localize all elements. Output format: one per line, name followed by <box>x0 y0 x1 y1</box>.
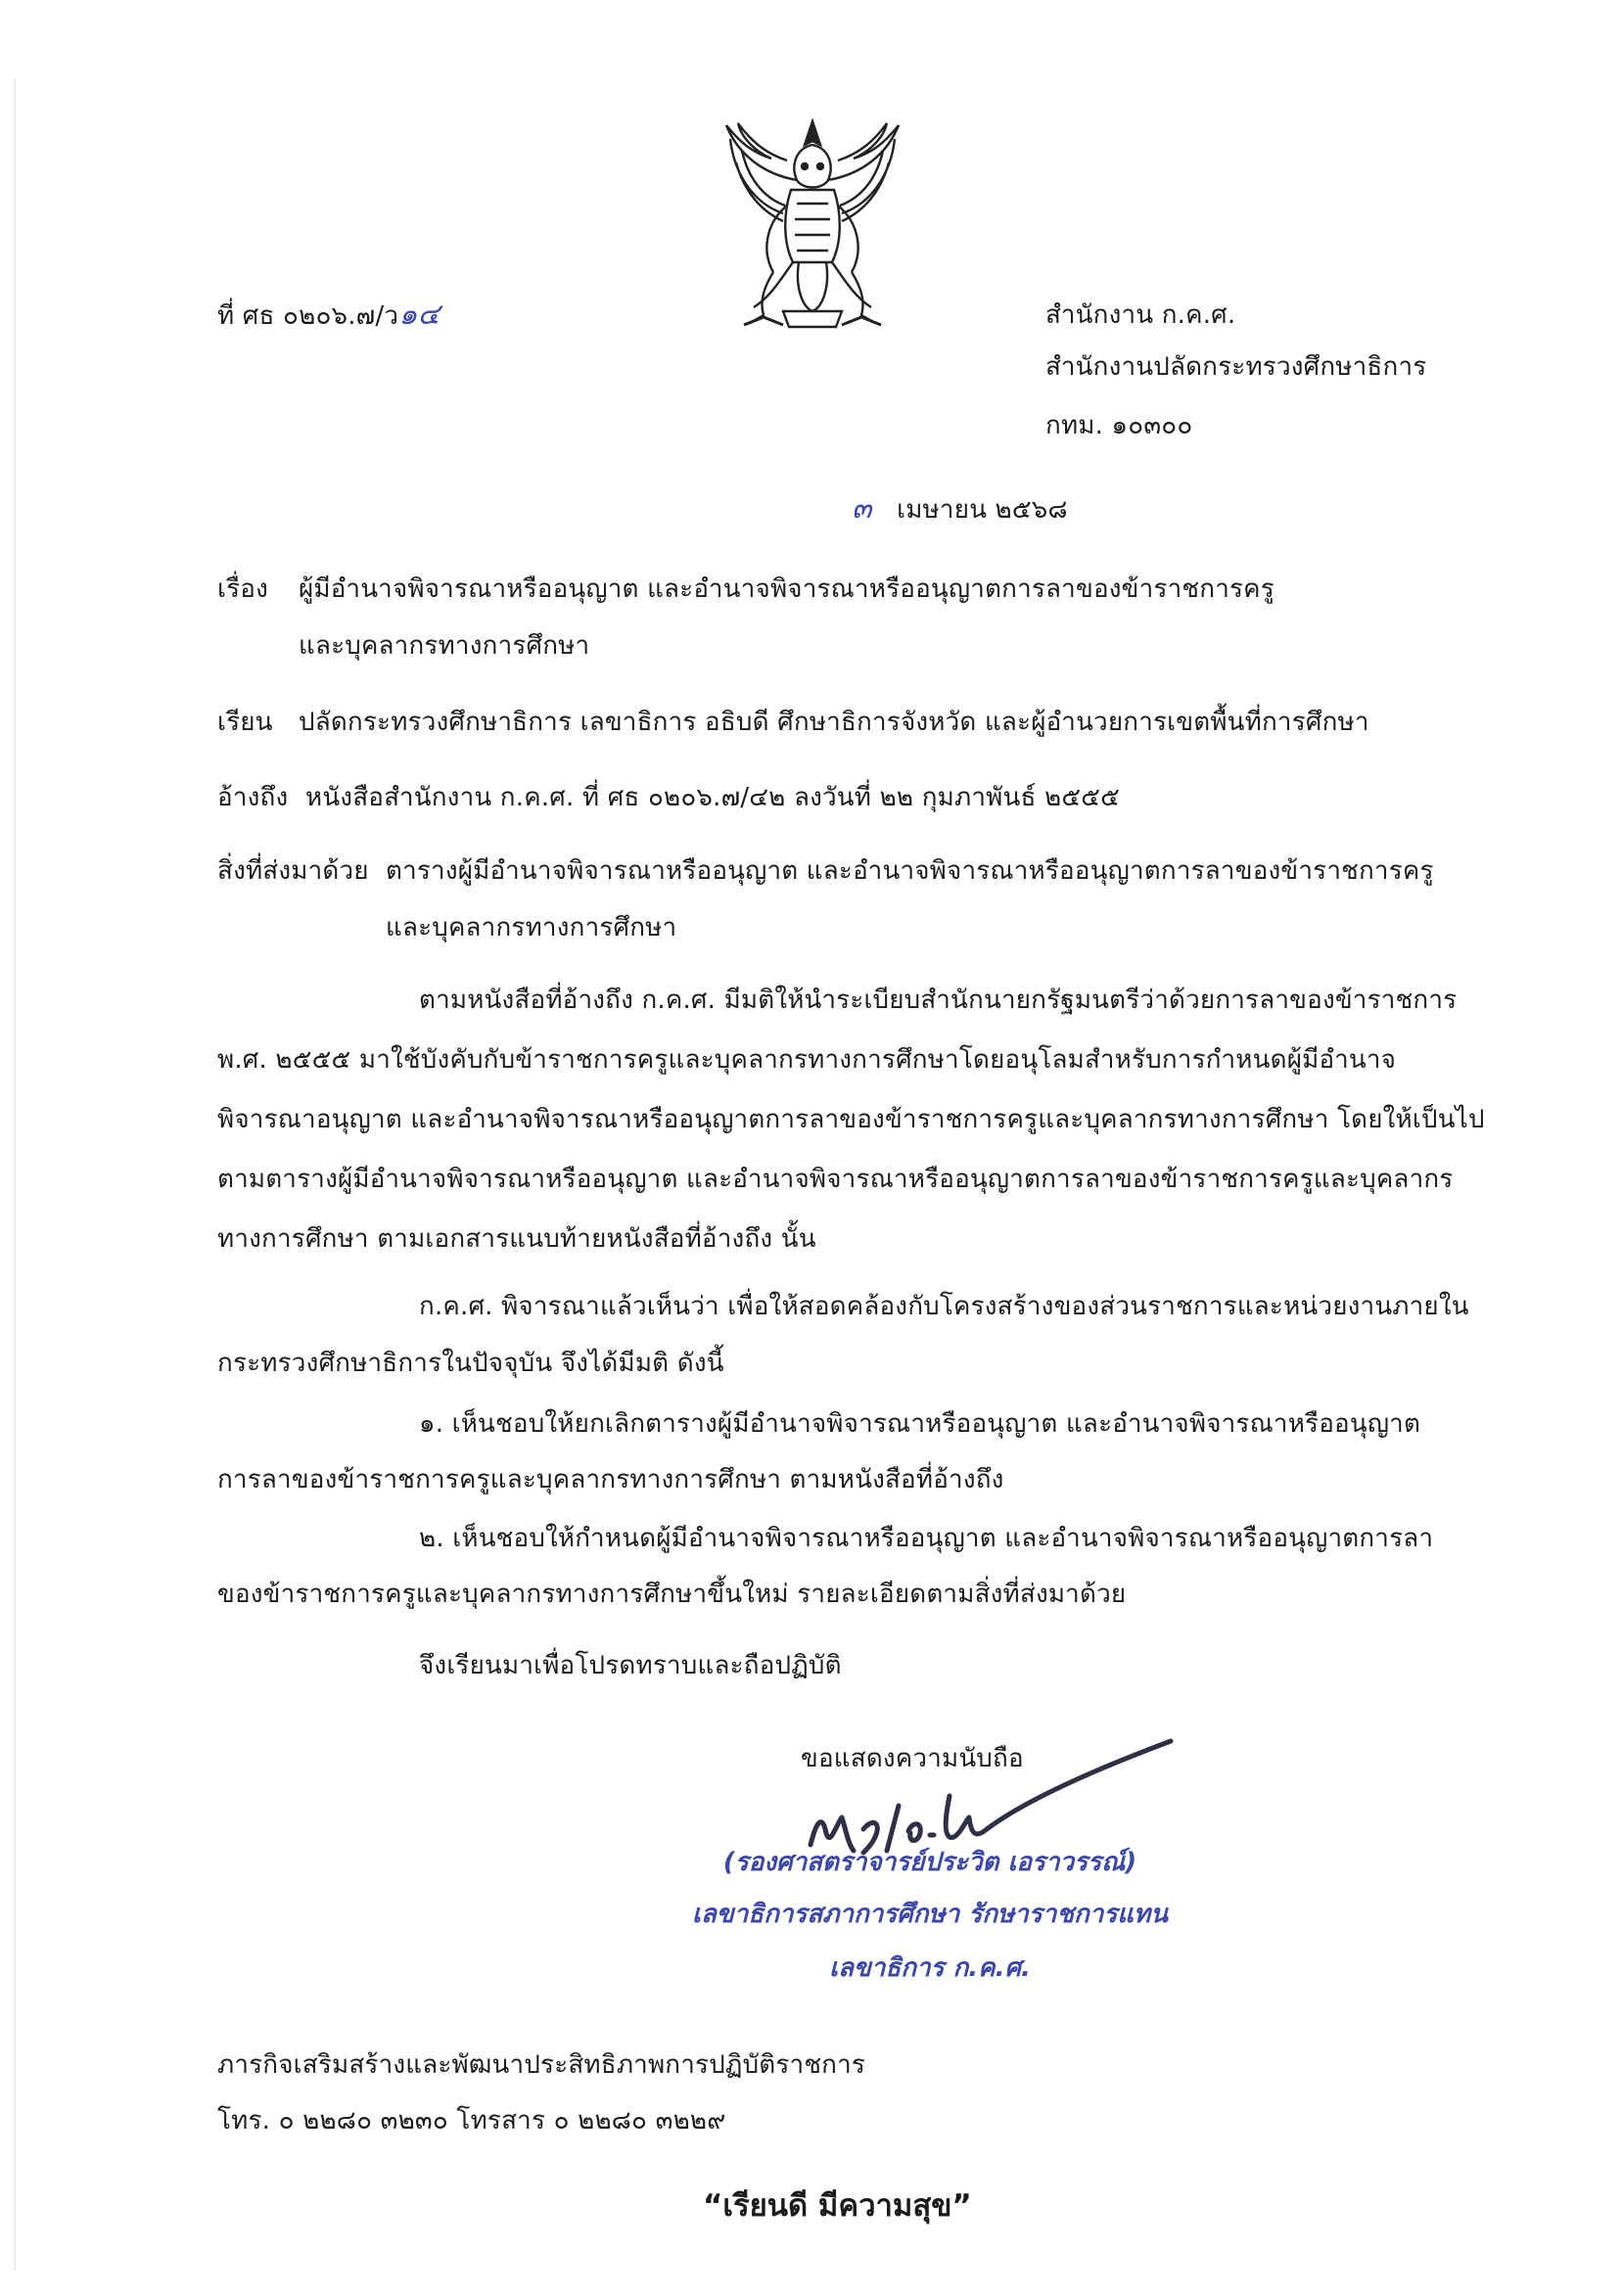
regards: ขอแสดงความนับถือ <box>801 1744 1024 1773</box>
to-label: เรียน <box>217 708 273 737</box>
motto: “เรียนดี มีความสุข” <box>703 2188 972 2224</box>
signatory-title-2: เลขาธิการ ก.ค.ศ. <box>829 1953 1031 1983</box>
signatory-name: (รองศาสตราจารย์ประวิต เอราวรรณ์) <box>722 1848 1137 1877</box>
ref-prefix: ที่ ศธ ๐๒๐๖.๗/ว <box>217 301 399 331</box>
paragraph-2-line-2: กระทรวงศึกษาธิการในปัจจุบัน จึงได้มีมติ ดังนี้ <box>217 1349 724 1378</box>
subject-line-2: และบุคลากรทางการศึกษา <box>299 631 590 661</box>
garuda-emblem-icon <box>715 115 910 343</box>
date-day-handwritten: ๓ <box>852 491 872 526</box>
footer-contact: โทร. ๐ ๒๒๘๐ ๓๒๓๐ โทรสาร ๐ ๒๒๘๐ ๓๒๒๙ <box>217 2106 726 2135</box>
paragraph-1-line-1: ตามหนังสือที่อ้างถึง ก.ค.ศ. มีมติให้นำระเบียบสำนักนายกรัฐมนตรีว่าด้วยการลาของข้าราชการ <box>419 986 1458 1015</box>
subject-line-1: ผู้มีอำนาจพิจารณาหรืออนุญาต และอำนาจพิจารณาหรืออนุญาตการลาของข้าราชการครู <box>299 574 1274 604</box>
office-line-3: กทม. ๑๐๓๐๐ <box>1045 411 1193 440</box>
reference-text: หนังสือสำนักงาน ก.ค.ศ. ที่ ศธ ๐๒๐๖.๗/๔๒ ลงวันที่ ๒๒ กุมภาพันธ์ ๒๕๕๕ <box>305 783 1120 812</box>
item-1-line-1: ๑. เห็นชอบให้ยกเลิกตารางผู้มีอำนาจพิจารณาหรืออนุญาต และอำนาจพิจารณาหรืออนุญาต <box>419 1409 1421 1439</box>
paragraph-1-line-2: พ.ศ. ๒๕๕๕ มาใช้บังคับกับข้าราชการครูและบุคลากรทางการศึกษาโดยอนุโลมสำหรับการกำหนดผู้มีอำนาจ <box>217 1045 1397 1075</box>
paragraph-1-line-4: ตามตารางผู้มีอำนาจพิจารณาหรืออนุญาต และอำนาจพิจารณาหรืออนุญาตการลาของข้าราชการครูและบุคลากร <box>217 1165 1454 1194</box>
paragraph-1-line-5: ทางการศึกษา ตามเอกสารแนบท้ายหนังสือที่อ้างถึง นั้น <box>217 1224 816 1254</box>
reference-label: อ้างถึง <box>217 783 289 812</box>
item-1-line-2: การลาของข้าราชการครูและบุคลากรทางการศึกษา ตามหนังสือที่อ้างถึง <box>217 1465 1004 1494</box>
paragraph-1-line-3: พิจารณาอนุญาต และอำนาจพิจารณาหรืออนุญาตการลาของข้าราชการครูและบุคลากรทางการศึกษา โดยให้เป็นไป <box>217 1105 1485 1134</box>
enclosure-line-1: ตารางผู้มีอำนาจพิจารณาหรืออนุญาต และอำนาจพิจารณาหรืออนุญาตการลาของข้าราชการครู <box>386 856 1434 886</box>
date-month-year: เมษายน ๒๕๖๘ <box>897 495 1068 525</box>
office-line-1: สำนักงาน ก.ค.ศ. <box>1045 300 1236 330</box>
item-2-line-2: ของข้าราชการครูและบุคลากรทางการศึกษาขึ้นใหม่ รายละเอียดตามสิ่งที่ส่งมาด้วย <box>217 1580 1127 1609</box>
ref-number-handwritten: ๑๔ <box>398 298 440 332</box>
office-line-2: สำนักงานปลัดกระทรวงศึกษาธิการ <box>1045 352 1427 382</box>
to-text: ปลัดกระทรวงศึกษาธิการ เลขาธิการ อธิบดี ศึกษาธิการจังหวัด และผู้อำนวยการเขตพื้นที่การศึกษา <box>299 708 1369 737</box>
enclosure-label: สิ่งที่ส่งมาด้วย <box>217 856 369 886</box>
closing-line: จึงเรียนมาเพื่อโปรดทราบและถือปฏิบัติ <box>419 1651 842 1680</box>
subject-label: เรื่อง <box>217 574 268 604</box>
document-date <box>852 489 1068 529</box>
reference-number <box>217 296 440 336</box>
footer-unit: ภารกิจเสริมสร้างและพัฒนาประสิทธิภาพการปฏิบัติราชการ <box>217 2050 866 2080</box>
signatory-title-1: เลขาธิการสภาการศึกษา รักษาราชการแทน <box>692 1900 1168 1929</box>
paragraph-2-line-1: ก.ค.ศ. พิจารณาแล้วเห็นว่า เพื่อให้สอดคล้องกับโครงสร้างของส่วนราชการและหน่วยงานภายใน <box>419 1292 1469 1321</box>
item-2-line-1: ๒. เห็นชอบให้กำหนดผู้มีอำนาจพิจารณาหรืออนุญาต และอำนาจพิจารณาหรืออนุญาตการลา <box>419 1524 1434 1553</box>
scan-edge <box>14 78 16 2271</box>
enclosure-line-2: และบุคลากรทางการศึกษา <box>386 913 677 942</box>
